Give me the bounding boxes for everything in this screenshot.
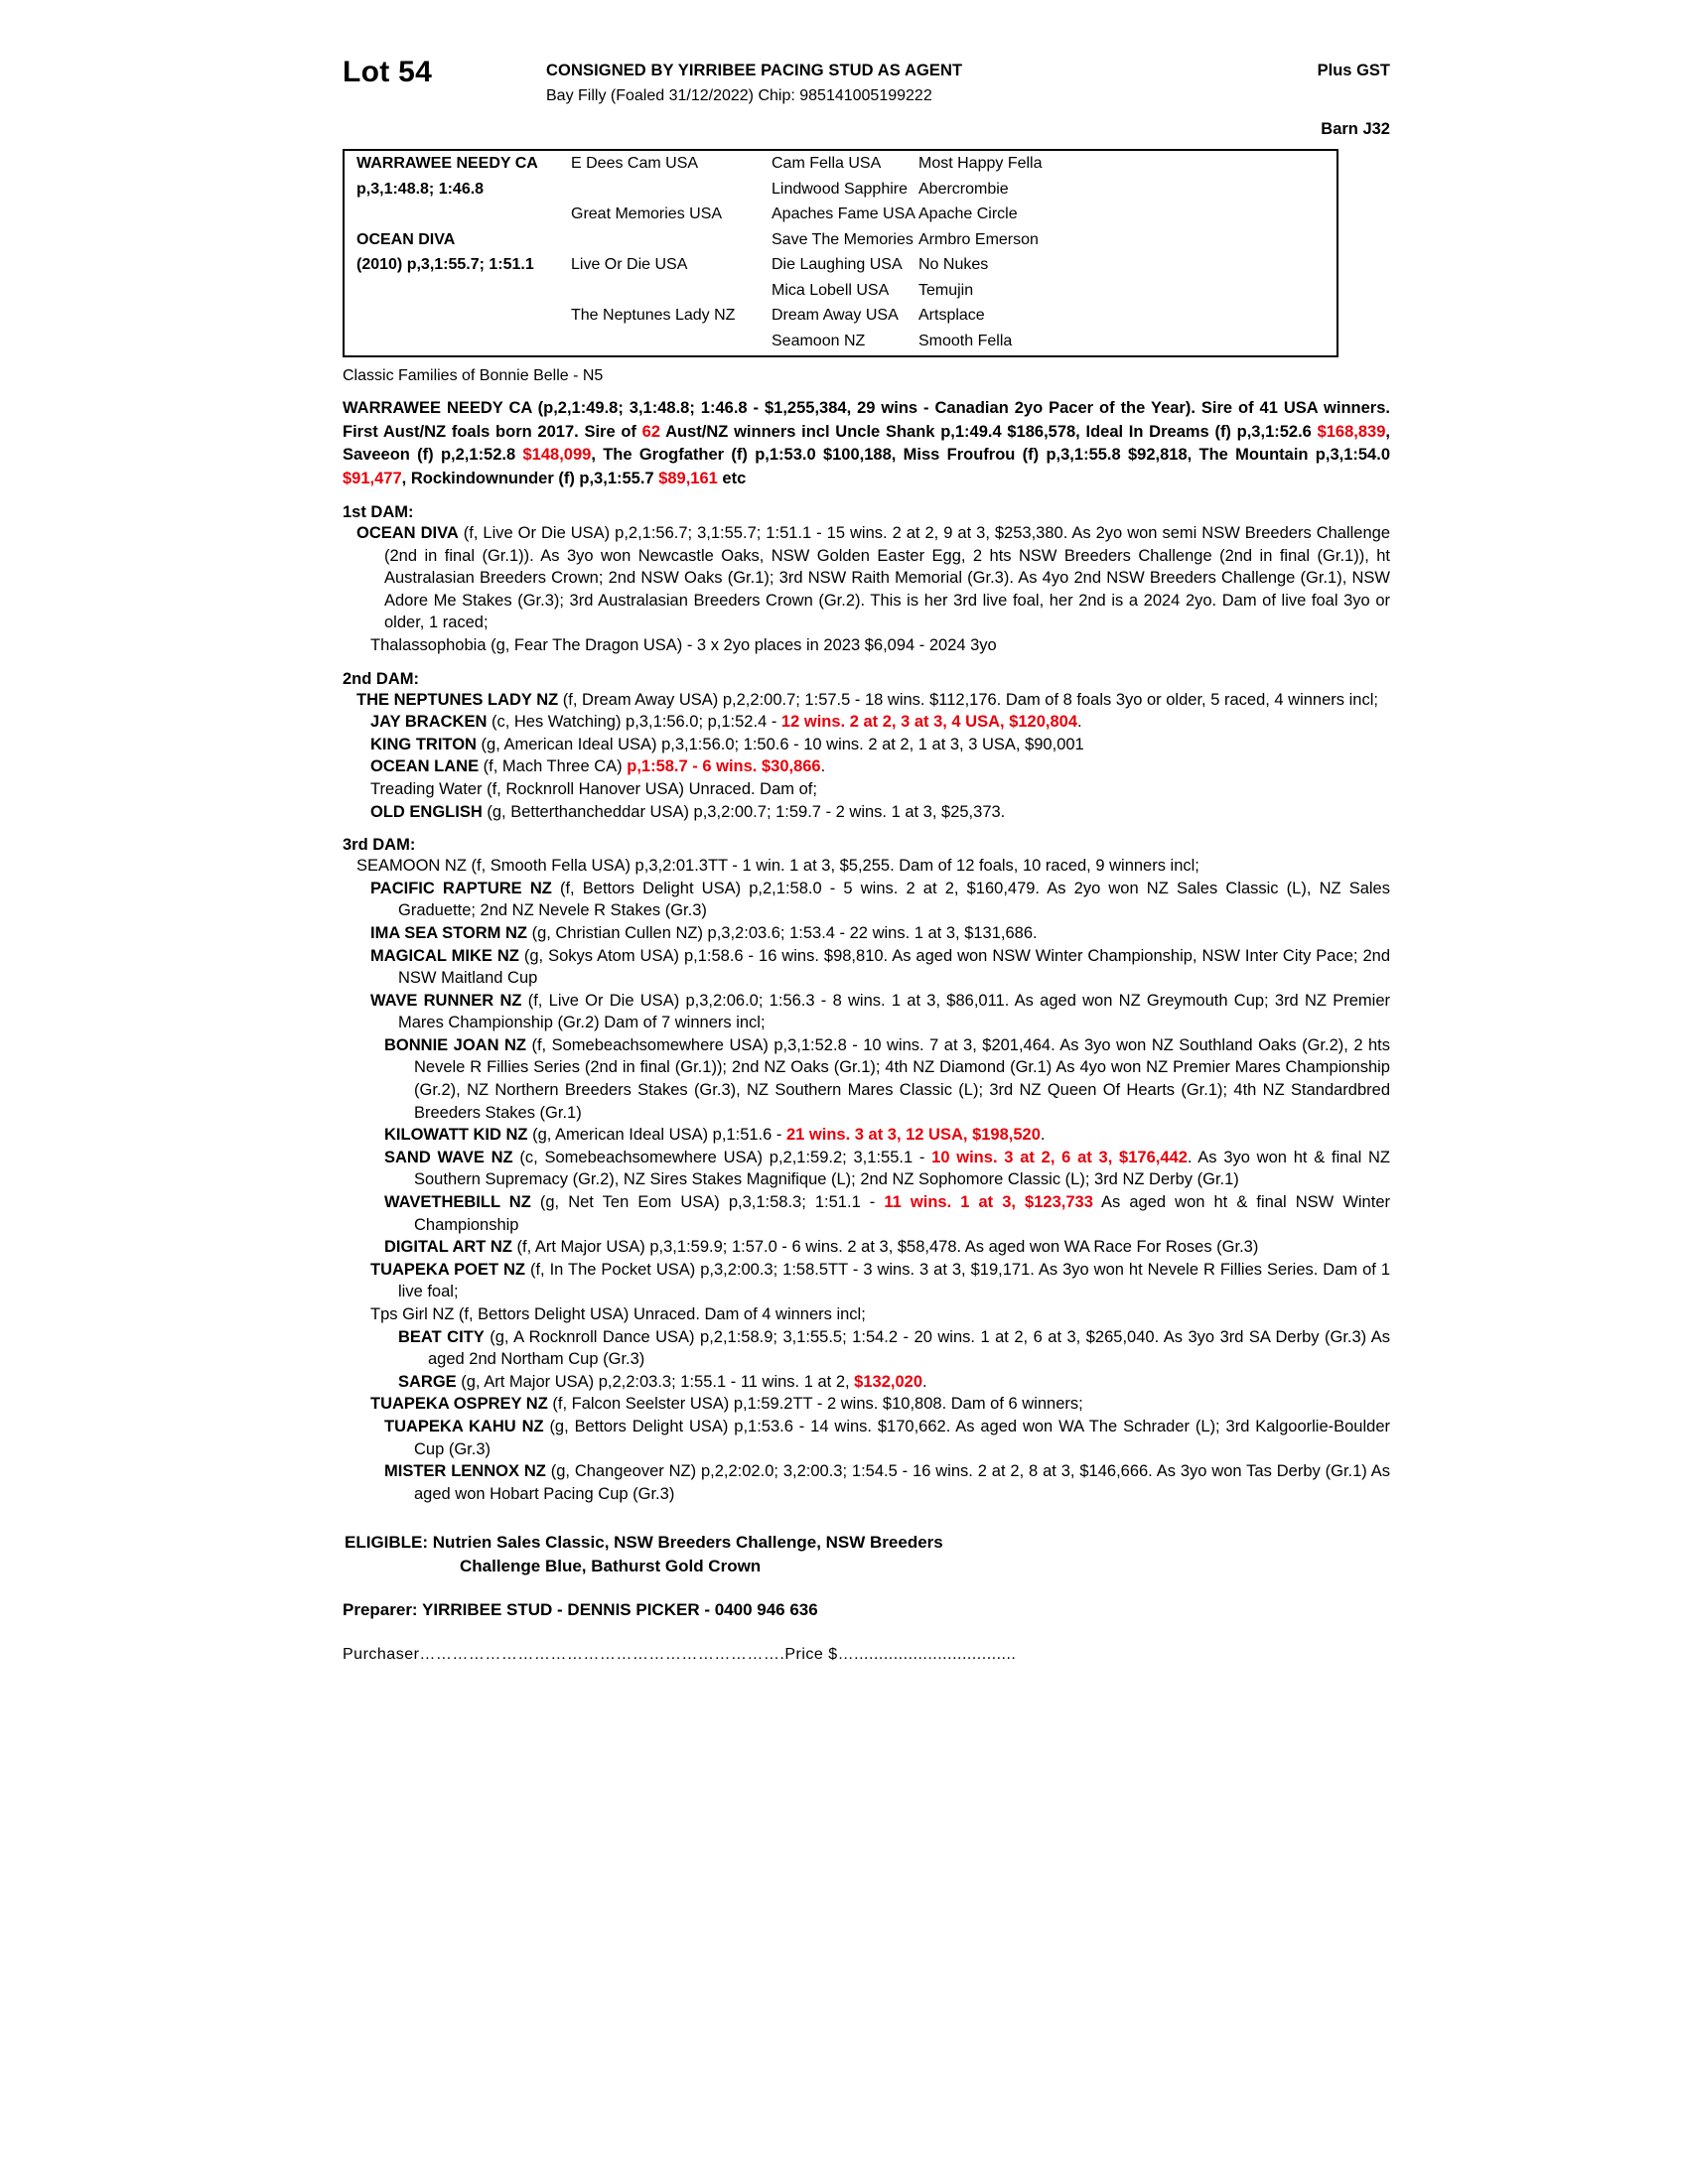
third-dam-progeny (343, 1236, 1390, 1259)
progeny-text: (g, Bettors Delight USA) p,1:53.6 - 14 wins. $170,662. As aged won WA The Schrader (L); 3rd Kalgoorlie-Boulder Cup (Gr.3) (414, 1417, 1391, 1458)
pedigree-column-parents (356, 151, 570, 278)
first-dam-name: OCEAN DIVA (356, 524, 459, 542)
third-dam-progeny (343, 1371, 1390, 1394)
progeny-text: (g, Christian Cullen NZ) p,3,2:03.6; 1:53.4 - 22 wins. 1 at 3, $131,686. (526, 923, 1038, 942)
progeny-text: (f, Somebeachsomewhere USA) p,3,1:52.8 - 10 wins. 7 at 3, $201,464. As 3yo won NZ Southland Oaks (Gr.2), 2 hts Nevele R Fillies Series (2nd in final (Gr.1)); 2nd NZ Oaks (Gr.1); 4th NZ Diamond (Gr.1) As 4yo won NZ Premier Mares Championship (Gr.2), NZ Northern Breeders Stakes (Gr.3), NZ Southern Mares Classic (L); 3rd NZ Queen Of Hearts (Gr.1); 4th NZ Standardbred Breeders Stakes (Gr.1) (414, 1035, 1390, 1122)
sire-red-1: 62 (641, 422, 661, 441)
progeny-text: (c, Hes Watching) p,3,1:56.0; p,1:52.4 - (487, 713, 781, 732)
progeny-text: (g, Sokys Atom USA) p,1:58.6 - 16 wins. $98,810. As aged won NSW Winter Championship, NSW Inter City Pace; 2nd NSW Maitland Cup (398, 946, 1390, 988)
progeny-name: KING TRITON (370, 735, 477, 753)
second-dam-progeny (343, 755, 1390, 778)
progeny-text: (g, Betterthancheddar USA) p,3,2:00.7; 1:59.7 - 2 wins. 1 at 3, $25,373. (482, 802, 1006, 821)
pedigree-cell: Apache Circle (918, 205, 1018, 222)
first-dam-entry (343, 522, 1390, 634)
progeny-tail: . (1040, 1126, 1046, 1145)
eligible-line-2: Challenge Blue, Bathurst Gold Crown (460, 1557, 762, 1576)
progeny-text: (f, Falcon Seelster USA) p,1:59.2TT - 2 wins. $10,808. Dam of 6 winners; (547, 1395, 1083, 1414)
pedigree-table (343, 149, 1338, 357)
sire-record: p,3,1:48.8; 1:46.8 (356, 180, 485, 198)
eligible-block (343, 1531, 1390, 1578)
lot-number: Lot 54 (343, 56, 433, 88)
progeny-text: (g, A Rocknroll Dance USA) p,2,1:58.9; 3,1:55.5; 1:54.2 - 20 wins. 1 at 2, 6 at 3, $265,040. As 3yo 3rd SA Derby (Gr.3) As aged 2nd Northam Cup (Gr.3) (428, 1327, 1390, 1369)
sire-red-3: $148,099 (522, 446, 592, 464)
pedigree-cell: Live Or Die USA (571, 256, 688, 273)
page-header (343, 48, 1390, 138)
progeny-name: MISTER LENNOX NZ (384, 1462, 546, 1481)
second-dam-text: (f, Dream Away USA) p,2,2:00.7; 1:57.5 - 18 wins. $112,176. Dam of 8 foals 3yo or older, 5 raced, 4 winners incl; (558, 690, 1378, 709)
sire-paragraph (343, 397, 1390, 490)
progeny-name: IMA SEA STORM NZ (370, 923, 527, 942)
progeny-name: TUAPEKA OSPREY NZ (370, 1395, 548, 1414)
progeny-name: TUAPEKA POET NZ (370, 1260, 525, 1279)
progeny-text: (f, Art Major USA) p,3,1:59.9; 1:57.0 - 6 wins. 2 at 3, $58,478. As aged won WA Race For Roses (Gr.3) (511, 1238, 1259, 1257)
second-dam-progeny (343, 778, 1390, 801)
progeny-earnings: 21 wins. 3 at 3, 12 USA, $198,520 (785, 1126, 1041, 1145)
third-dam-progeny (343, 1326, 1390, 1371)
third-dam-progeny (343, 878, 1390, 922)
classic-families-line: Classic Families of Bonnie Belle - N5 (343, 367, 604, 384)
progeny-name: OCEAN LANE (370, 757, 480, 776)
sire-text-1: WARRAWEE NEEDY CA (p,2,1:49.8; 3,1:48.8; 1:46.8 - $1,255,384, 29 wins - Canadian 2yo Pacer of the Year). Sire of 41 USA winners. First Aust/NZ foals born 2017. Sire of (343, 399, 1390, 441)
pedigree-cell: The Neptunes Lady NZ (571, 307, 736, 324)
first-dam-heading: 1st DAM: (343, 503, 414, 521)
pedigree-cell: Armbro Emerson (918, 230, 1039, 248)
sire-text-2: Aust/NZ winners incl Uncle Shank p,1:49.4 $186,578, Ideal In Dreams (f) p,3,1:52.6 (660, 422, 1318, 441)
first-dam-text: (f, Live Or Die USA) p,2,1:56.7; 3,1:55.7; 1:51.1 - 15 wins. 2 at 2, 9 at 3, $253,380. As 2yo won semi NSW Breeders Challenge (2nd in final (Gr.1)). As 3yo won Newcastle Oaks, NSW Golden Easter Egg, 2 hts NSW Breeders Challenge (2nd in final (Gr.1)), ht Australasian Breeders Crown; 2nd NSW Oaks (Gr.1); 3rd NSW Raith Memorial (Gr.3). As 4yo 2nd NSW Breeders Challenge (Gr.1), NSW Adore Me Stakes (Gr.3); 3rd Australasian Breeders Crown (Gr.2). This is her 3rd live foal, her 2nd is a 2024 2yo. Dam of live foal 3yo or older, 1 raced; (384, 524, 1390, 632)
progeny-tail: As aged won ht & final NSW Winter Championship (414, 1193, 1390, 1234)
second-dam-progeny (343, 734, 1390, 756)
first-dam-progeny (343, 634, 1390, 657)
progeny-name: JAY BRACKEN (370, 713, 488, 732)
progeny-name: BEAT CITY (398, 1327, 485, 1346)
progeny-name: DIGITAL ART NZ (384, 1238, 512, 1257)
pedigree-cell: Artsplace (918, 307, 985, 324)
third-dam-heading: 3rd DAM: (343, 836, 416, 855)
second-dam-progeny (343, 711, 1390, 734)
pedigree-cell: Smooth Fella (918, 332, 1013, 349)
third-dam-progeny (343, 1034, 1390, 1124)
third-dam-progeny (343, 1303, 1390, 1326)
second-dam-entry (343, 689, 1390, 712)
progeny-text: Tps Girl NZ (f, Bettors Delight USA) Unraced. Dam of 4 winners incl; (370, 1305, 866, 1323)
pedigree-cell: Cam Fella USA (772, 155, 882, 172)
progeny-text: (f, Bettors Delight USA) p,2,1:58.0 - 5 wins. 2 at 2, $160,479. As 2yo won NZ Sales Classic (L), NZ Sales Graduette; 2nd NZ Nevele R Stakes (Gr.3) (398, 879, 1390, 920)
horse-description: Bay Filly (Foaled 31/12/2022) Chip: 985141005199222 (546, 87, 932, 104)
third-dam-progeny (343, 1460, 1390, 1505)
pedigree-cell: Seamoon NZ (772, 332, 866, 349)
sire-text-3: , Saveeon (f) p,2,1:52.8 (343, 422, 1390, 464)
progeny-text: (c, Somebeachsomewhere USA) p,2,1:59.2; 3,1:55.1 - (512, 1148, 932, 1166)
sire-red-2: $168,839 (1317, 422, 1386, 441)
second-dam-heading: 2nd DAM: (343, 669, 419, 688)
progeny-text: (f, Live Or Die USA) p,3,2:06.0; 1:56.3 - 8 wins. 1 at 3, $86,011. As aged won NZ Greymouth Cup; 3rd NZ Premier Mares Championship (Gr.2) Dam of 7 winners incl; (398, 991, 1390, 1032)
third-dam-progeny (343, 1416, 1390, 1460)
dam-name: OCEAN DIVA (356, 230, 456, 248)
progeny-text: (g, Art Major USA) p,2,2:03.3; 1:55.1 - 11 wins. 1 at 2, (456, 1372, 855, 1391)
progeny-name: WAVE RUNNER NZ (370, 991, 522, 1010)
pedigree-cell: Temujin (918, 281, 974, 299)
second-dam-name: THE NEPTUNES LADY NZ (356, 690, 559, 709)
progeny-text: (g, American Ideal USA) p,1:51.6 - (527, 1126, 786, 1145)
third-dam-entry: SEAMOON NZ (f, Smooth Fella USA) p,3,2:01.3TT - 1 win. 1 at 3, $5,255. Dam of 12 foals, 10 raced, 9 winners incl; (356, 857, 1199, 876)
consignor-line: CONSIGNED BY YIRRIBEE PACING STUD AS AGENT (546, 62, 963, 79)
sire-text-6: etc (717, 469, 747, 487)
preparer-line: Preparer: YIRRIBEE STUD - DENNIS PICKER - 0400 946 636 (343, 1600, 818, 1620)
pedigree-column-grandparents (571, 151, 770, 329)
progeny-earnings: 10 wins. 3 at 2, 6 at 3, $176,442 (931, 1148, 1188, 1166)
progeny-earnings: $132,020 (854, 1372, 922, 1391)
pedigree-cell: Lindwood Sapphire (772, 180, 908, 198)
barn-number: Barn J32 (1321, 120, 1390, 138)
pedigree-cell: No Nukes (918, 256, 989, 273)
third-dam-progeny (343, 1124, 1390, 1147)
sire-name: WARRAWEE NEEDY CA (356, 155, 538, 172)
second-dam-progeny (343, 801, 1390, 824)
progeny-text: Thalassophobia (g, Fear The Dragon USA) - 3 x 2yo places in 2023 $6,094 - 2024 3yo (370, 635, 997, 654)
third-dam-progeny (343, 1147, 1390, 1191)
progeny-earnings: p,1:58.7 - 6 wins. $30,866 (627, 757, 821, 776)
progeny-text: (g, American Ideal USA) p,3,1:56.0; 1:50.6 - 10 wins. 2 at 2, 1 at 3, 3 USA, $90,001 (476, 735, 1084, 753)
third-dam-progeny (343, 945, 1390, 990)
progeny-name: KILOWATT KID NZ (384, 1126, 528, 1145)
progeny-name: TUAPEKA KAHU NZ (384, 1417, 544, 1435)
pedigree-cell: Save The Memories (772, 230, 914, 248)
progeny-name: MAGICAL MIKE NZ (370, 946, 519, 965)
progeny-text: (f, Mach Three CA) (479, 757, 628, 776)
third-dam-progeny (343, 990, 1390, 1034)
progeny-name: SAND WAVE NZ (384, 1148, 513, 1166)
progeny-tail: . (1077, 713, 1082, 732)
progeny-name: PACIFIC RAPTURE NZ (370, 879, 552, 897)
progeny-text: Treading Water (f, Rocknroll Hanover USA) Unraced. Dam of; (370, 779, 817, 798)
pedigree-column-fourth-gen (918, 151, 1077, 353)
progeny-tail: . (922, 1372, 927, 1391)
third-dam-progeny (343, 1259, 1390, 1303)
pedigree-cell: Most Happy Fella (918, 155, 1043, 172)
sire-red-5: $89,161 (658, 469, 718, 487)
pedigree-cell: Apaches Fame USA (772, 205, 915, 222)
sire-text-5: , Rockindownunder (f) p,3,1:55.7 (401, 469, 659, 487)
progeny-tail: . As 3yo won ht & final NZ Southern Supremacy (Gr.2), NZ Sires Stakes Magnifique (L); 2nd NZ Sophomore Classic (L); 3rd NZ Derby (Gr.1) (414, 1148, 1391, 1189)
progeny-text: (g, Changeover NZ) p,2,2:02.0; 3,2:00.3; 1:54.5 - 16 wins. 2 at 2, 8 at 3, $146,666. As 3yo won Tas Derby (Gr.1) As aged won Hobart Pacing Cup (Gr.3) (414, 1462, 1390, 1503)
progeny-name: BONNIE JOAN NZ (384, 1035, 526, 1054)
third-dam-progeny (343, 1191, 1390, 1236)
progeny-name: SARGE (398, 1372, 457, 1391)
pedigree-column-great-grandparents (772, 151, 942, 353)
progeny-earnings: 12 wins. 2 at 2, 3 at 3, 4 USA, $120,804 (780, 713, 1078, 732)
pedigree-cell: Mica Lobell USA (772, 281, 890, 299)
third-dam-progeny (343, 922, 1390, 945)
pedigree-cell: Abercrombie (918, 180, 1009, 198)
progeny-tail: . (820, 757, 826, 776)
pedigree-cell: E Dees Cam USA (571, 155, 699, 172)
pedigree-cell: Die Laughing USA (772, 256, 903, 273)
progeny-text: (f, In The Pocket USA) p,3,2:00.3; 1:58.5TT - 3 wins. 3 at 3, $19,171. As 3yo won ht Nevele R Fillies Series. Dam of 1 live foal; (398, 1260, 1391, 1301)
progeny-name: WAVETHEBILL NZ (384, 1193, 531, 1212)
gst-note: Plus GST (1317, 62, 1390, 79)
pedigree-cell: Dream Away USA (772, 307, 899, 324)
progeny-earnings: 11 wins. 1 at 3, $123,733 (884, 1193, 1093, 1212)
sire-red-4: $91,477 (343, 469, 402, 487)
dam-record: (2010) p,3,1:55.7; 1:51.1 (356, 256, 534, 273)
sire-text-4: , The Grogfather (f) p,1:53.0 $100,188, Miss Froufrou (f) p,3,1:55.8 $92,818, The Mountain p,3,1:54.0 (591, 446, 1390, 464)
purchaser-line: Purchaser………………………………………………………….Price $…................................. (343, 1646, 1017, 1664)
progeny-text: (g, Net Ten Eom USA) p,3,1:58.3; 1:51.1 - (530, 1193, 885, 1212)
third-dam-progeny (343, 1393, 1390, 1416)
eligible-line-1: ELIGIBLE: Nutrien Sales Classic, NSW Breeders Challenge, NSW Breeders (345, 1533, 943, 1553)
progeny-name: OLD ENGLISH (370, 802, 483, 821)
pedigree-cell: Great Memories USA (571, 205, 723, 222)
